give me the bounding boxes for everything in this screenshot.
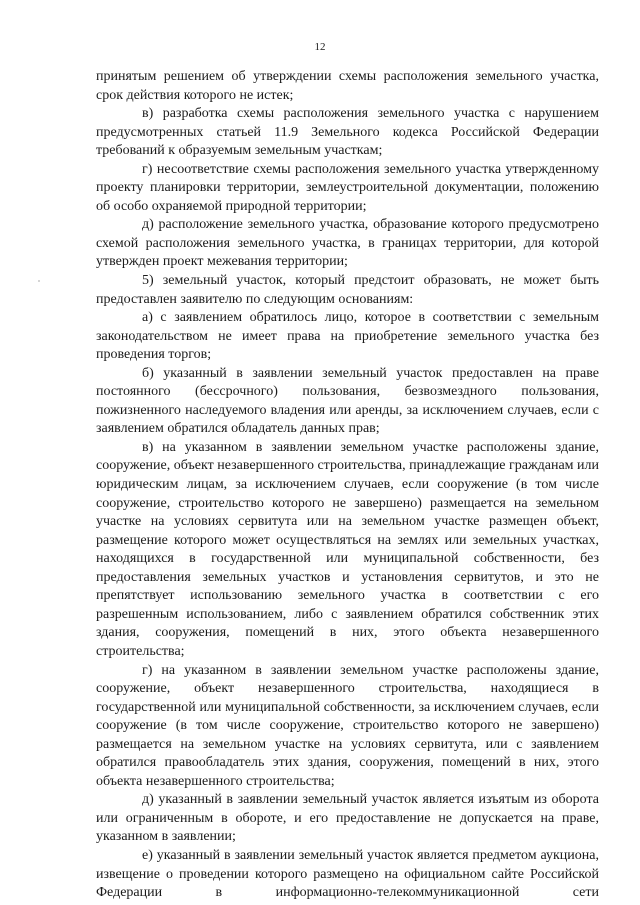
paragraph-item-e-auction: е) указанный в заявлении земельный участок является предметом аукциона, извещение о проведении которого размещено на официальном сайте Российской Федерации в информационно-телекоммуникационной сети <box>96 847 599 901</box>
page-number: 12 <box>314 41 326 53</box>
paragraph-continuation: принятым решением об утверждении схемы расположения земельного участка, срок действия которого не истек; <box>96 69 599 103</box>
paragraph-item-b-existing-rights: б) указанный в заявлении земельный участок предоставлен на праве постоянного (бессрочного) пользования, безвозмездного пользования, пожизненного наследуемого владения или аренды, за исключением случаев, если с заявлением обратился обладатель данных прав; <box>96 365 599 437</box>
paragraph-item-v-scheme-violation: в) разработка схемы расположения земельного участка с нарушением предусмотренных статьей 11.9 Земельного кодекса Российской Федерации требований к образуемым земельным участкам; <box>96 106 599 159</box>
paragraph-item-g-public-buildings: г) на указанном в заявлении земельном участке расположены здание, сооружение, объект незавершенного строительства, находящиеся в государственной или муниципальной собственности, за исключением случаев, если сооружение (в том числе сооружение, строительство которого не завершено) размещается на земельном участке на условиях сервитута, или с заявлением обратился правообладатель этих здания, сооружения, помещений в них, этого объекта незавершенного строительства; <box>96 662 599 789</box>
paragraph-item-5-grounds: 5) земельный участок, который предстоит образовать, не может быть предоставлен заявителю по следующим основаниям: <box>96 273 599 307</box>
paragraph-item-v-private-buildings: в) на указанном в заявлении земельном участке расположены здание, сооружение, объект незавершенного строительства, принадлежащие гражданам или юридическим лицам, за исключением случаев, если сооружение (в том числе сооружение, строительство которого не завершено) размещается на земельном участке на условиях сервитута или на земельном участке размещен объект, размещение которого может осуществляться на землях или земельных участках, находящихся в государственной или муниципальной собственности, без предоставления земельных участков и установления сервитутов, и это не препятствует использованию земельного участка в соответствии с его разрешенным использованием, либо с заявлением обратился собственник этих здания, сооружения, помещений в них, этого объекта незавершенного строительства; <box>96 439 600 659</box>
document-body <box>96 68 599 903</box>
margin-mark <box>38 280 40 282</box>
paragraph-item-g-planning-mismatch: г) несоответствие схемы расположения земельного участка утвержденному проекту планировки территории, землеустроительной документации, положению об особо охраняемой природной территории; <box>96 161 599 214</box>
paragraph-item-a-no-right: а) с заявлением обратилось лицо, которое в соответствии с земельным законодательством не имеет права на приобретение земельного участка без проведения торгов; <box>96 310 599 363</box>
paragraph-item-d-survey-project: д) расположение земельного участка, образование которого предусмотрено схемой расположения земельного участка, в границах территории, для которой утвержден проект межевания территории; <box>96 217 599 270</box>
paragraph-item-d-restricted-circulation: д) указанный в заявлении земельный участок является изъятым из оборота или ограниченным в обороте, и его предоставление не допускается на праве, указанном в заявлении; <box>96 792 599 845</box>
